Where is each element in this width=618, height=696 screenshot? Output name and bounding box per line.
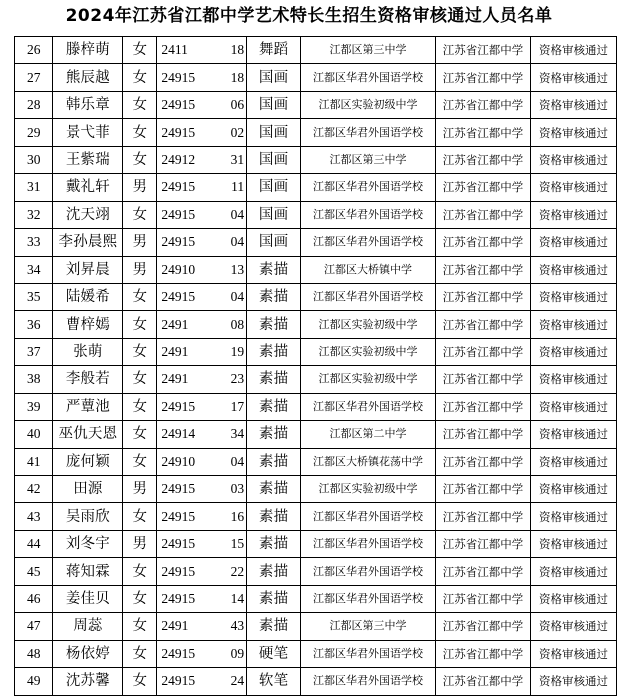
art-subject: 素描	[247, 366, 301, 393]
table-row	[15, 503, 617, 530]
middle-school: 江都区实验初级中学	[301, 338, 436, 365]
admitting-school: 江苏省江都中学	[436, 558, 531, 585]
review-result: 资格审核通过	[530, 201, 616, 228]
table-row	[15, 256, 617, 283]
admitting-school: 江苏省江都中学	[436, 530, 531, 557]
exam-id-head: 24915	[161, 398, 196, 414]
art-subject: 素描	[247, 585, 301, 612]
middle-school: 江都区华君外国语学校	[301, 558, 436, 585]
student-name: 陆媛希	[53, 283, 123, 310]
student-gender: 男	[123, 174, 157, 201]
student-gender: 女	[123, 558, 157, 585]
review-result: 资格审核通过	[530, 229, 616, 256]
exam-id	[157, 338, 247, 365]
exam-id	[157, 393, 247, 420]
exam-id-head: 24915	[161, 97, 196, 113]
table-row	[15, 201, 617, 228]
exam-id-head: 2411	[161, 42, 188, 58]
middle-school: 江都区第三中学	[301, 613, 436, 640]
art-subject: 素描	[247, 476, 301, 503]
art-subject: 素描	[247, 530, 301, 557]
exam-id-tail: 34	[230, 426, 245, 442]
middle-school: 江都区实验初级中学	[301, 311, 436, 338]
review-result: 资格审核通过	[530, 558, 616, 585]
art-subject: 素描	[247, 393, 301, 420]
exam-id	[157, 229, 247, 256]
exam-id-head: 24915	[161, 124, 196, 140]
exam-id	[157, 146, 247, 173]
student-gender: 女	[123, 613, 157, 640]
exam-id	[157, 448, 247, 475]
student-gender: 女	[123, 311, 157, 338]
review-result: 资格审核通过	[530, 640, 616, 667]
exam-id-head: 2491	[161, 316, 189, 332]
art-subject: 素描	[247, 613, 301, 640]
exam-id-head: 2491	[161, 618, 189, 634]
exam-id-tail: 31	[230, 151, 245, 167]
student-gender: 男	[123, 476, 157, 503]
art-subject: 素描	[247, 448, 301, 475]
admitting-school: 江苏省江都中学	[436, 640, 531, 667]
exam-id-head: 24915	[161, 645, 196, 661]
row-number: 35	[15, 283, 53, 310]
student-name: 杨依婷	[53, 640, 123, 667]
exam-id-tail: 19	[230, 344, 245, 360]
student-gender: 女	[123, 201, 157, 228]
art-subject: 国画	[247, 119, 301, 146]
admitting-school: 江苏省江都中学	[436, 448, 531, 475]
admitting-school: 江苏省江都中学	[436, 421, 531, 448]
review-result: 资格审核通过	[530, 64, 616, 91]
row-number: 40	[15, 421, 53, 448]
exam-id-head: 24915	[161, 206, 196, 222]
exam-id	[157, 119, 247, 146]
table-row	[15, 311, 617, 338]
exam-id-tail: 06	[230, 97, 245, 113]
table-row	[15, 530, 617, 557]
admitting-school: 江苏省江都中学	[436, 91, 531, 118]
review-result: 资格审核通过	[530, 366, 616, 393]
exam-id-head: 24910	[161, 453, 196, 469]
student-name: 李孙晨熙	[53, 229, 123, 256]
exam-id	[157, 37, 247, 64]
review-result: 资格审核通过	[530, 393, 616, 420]
middle-school: 江都区第三中学	[301, 146, 436, 173]
table-row	[15, 229, 617, 256]
review-result: 资格审核通过	[530, 448, 616, 475]
table-row	[15, 91, 617, 118]
student-name: 沈天翊	[53, 201, 123, 228]
student-gender: 女	[123, 338, 157, 365]
exam-id-tail: 17	[230, 398, 245, 414]
art-subject: 国画	[247, 201, 301, 228]
row-number: 45	[15, 558, 53, 585]
table-row	[15, 448, 617, 475]
exam-id-head: 2491	[161, 371, 189, 387]
student-name: 滕梓萌	[53, 37, 123, 64]
row-number: 39	[15, 393, 53, 420]
table-row	[15, 476, 617, 503]
table-row	[15, 668, 617, 695]
middle-school: 江都区华君外国语学校	[301, 393, 436, 420]
exam-id-tail: 09	[230, 645, 245, 661]
row-number: 30	[15, 146, 53, 173]
art-subject: 素描	[247, 503, 301, 530]
student-name: 姜佳贝	[53, 585, 123, 612]
exam-id-tail: 18	[230, 69, 245, 85]
middle-school: 江都区华君外国语学校	[301, 585, 436, 612]
row-number: 34	[15, 256, 53, 283]
exam-id-tail: 04	[230, 453, 245, 469]
admitting-school: 江苏省江都中学	[436, 119, 531, 146]
row-number: 38	[15, 366, 53, 393]
student-gender: 女	[123, 393, 157, 420]
table-row	[15, 119, 617, 146]
art-subject: 国画	[247, 229, 301, 256]
exam-id	[157, 201, 247, 228]
exam-id-head: 24915	[161, 508, 196, 524]
admitting-school: 江苏省江都中学	[436, 366, 531, 393]
exam-id-tail: 04	[230, 206, 245, 222]
art-subject: 素描	[247, 283, 301, 310]
student-gender: 女	[123, 448, 157, 475]
middle-school: 江都区华君外国语学校	[301, 201, 436, 228]
exam-id	[157, 256, 247, 283]
exam-id-head: 24915	[161, 673, 196, 689]
art-subject: 舞蹈	[247, 37, 301, 64]
row-number: 33	[15, 229, 53, 256]
student-gender: 女	[123, 503, 157, 530]
middle-school: 江都区华君外国语学校	[301, 283, 436, 310]
admitting-school: 江苏省江都中学	[436, 613, 531, 640]
student-name: 严蕈池	[53, 393, 123, 420]
exam-id-head: 24915	[161, 234, 196, 250]
row-number: 43	[15, 503, 53, 530]
student-name: 刘昇晨	[53, 256, 123, 283]
review-result: 资格审核通过	[530, 119, 616, 146]
art-subject: 素描	[247, 256, 301, 283]
row-number: 29	[15, 119, 53, 146]
row-number: 47	[15, 613, 53, 640]
art-subject: 素描	[247, 311, 301, 338]
exam-id-tail: 24	[230, 673, 245, 689]
exam-id-tail: 23	[230, 371, 245, 387]
exam-id	[157, 366, 247, 393]
exam-id-head: 24910	[161, 261, 196, 277]
row-number: 28	[15, 91, 53, 118]
student-name: 王紫瑞	[53, 146, 123, 173]
student-gender: 女	[123, 421, 157, 448]
table-row	[15, 146, 617, 173]
exam-id	[157, 558, 247, 585]
student-gender: 女	[123, 91, 157, 118]
exam-id-head: 24915	[161, 536, 196, 552]
admitting-school: 江苏省江都中学	[436, 229, 531, 256]
exam-id	[157, 613, 247, 640]
art-subject: 国画	[247, 64, 301, 91]
exam-id-head: 24914	[161, 426, 196, 442]
middle-school: 江都区华君外国语学校	[301, 668, 436, 695]
student-name: 李般若	[53, 366, 123, 393]
admitting-school: 江苏省江都中学	[436, 64, 531, 91]
middle-school: 江都区华君外国语学校	[301, 64, 436, 91]
admitting-school: 江苏省江都中学	[436, 174, 531, 201]
student-gender: 男	[123, 256, 157, 283]
review-result: 资格审核通过	[530, 338, 616, 365]
review-result: 资格审核通过	[530, 421, 616, 448]
table-row	[15, 366, 617, 393]
exam-id	[157, 476, 247, 503]
art-subject: 国画	[247, 91, 301, 118]
exam-id-tail: 15	[230, 536, 245, 552]
student-name: 田源	[53, 476, 123, 503]
middle-school: 江都区实验初级中学	[301, 91, 436, 118]
review-result: 资格审核通过	[530, 585, 616, 612]
table-row	[15, 393, 617, 420]
table-row	[15, 585, 617, 612]
exam-id-head: 24912	[161, 151, 196, 167]
exam-id-head: 2491	[161, 344, 189, 360]
exam-id	[157, 283, 247, 310]
row-number: 42	[15, 476, 53, 503]
middle-school: 江都区大桥镇中学	[301, 256, 436, 283]
student-name: 戴礼轩	[53, 174, 123, 201]
student-name: 吴雨欣	[53, 503, 123, 530]
exam-id	[157, 503, 247, 530]
student-gender: 女	[123, 366, 157, 393]
student-name: 刘冬宇	[53, 530, 123, 557]
exam-id	[157, 421, 247, 448]
row-number: 32	[15, 201, 53, 228]
exam-id	[157, 530, 247, 557]
admitting-school: 江苏省江都中学	[436, 585, 531, 612]
exam-id-tail: 11	[231, 179, 245, 195]
exam-id	[157, 174, 247, 201]
student-gender: 女	[123, 283, 157, 310]
review-result: 资格审核通过	[530, 668, 616, 695]
exam-id-tail: 14	[230, 590, 245, 606]
student-name: 韩乐章	[53, 91, 123, 118]
exam-id	[157, 64, 247, 91]
table-row	[15, 338, 617, 365]
table-row	[15, 640, 617, 667]
exam-id	[157, 91, 247, 118]
review-result: 资格审核通过	[530, 530, 616, 557]
row-number: 37	[15, 338, 53, 365]
review-result: 资格审核通过	[530, 174, 616, 201]
middle-school: 江都区第二中学	[301, 421, 436, 448]
row-number: 36	[15, 311, 53, 338]
roster-rows	[15, 37, 617, 695]
admitting-school: 江苏省江都中学	[436, 668, 531, 695]
student-name: 周蕊	[53, 613, 123, 640]
exam-id-head: 24915	[161, 590, 196, 606]
exam-id-head: 24915	[161, 289, 196, 305]
student-name: 曹梓嫣	[53, 311, 123, 338]
exam-id-tail: 16	[230, 508, 245, 524]
review-result: 资格审核通过	[530, 91, 616, 118]
student-gender: 男	[123, 530, 157, 557]
row-number: 48	[15, 640, 53, 667]
admitting-school: 江苏省江都中学	[436, 393, 531, 420]
middle-school: 江都区华君外国语学校	[301, 530, 436, 557]
exam-id-tail: 03	[230, 481, 245, 497]
student-gender: 男	[123, 229, 157, 256]
row-number: 26	[15, 37, 53, 64]
table-row	[15, 37, 617, 64]
exam-id-tail: 18	[230, 42, 245, 58]
middle-school: 江都区大桥镇花荡中学	[301, 448, 436, 475]
review-result: 资格审核通过	[530, 613, 616, 640]
art-subject: 素描	[247, 338, 301, 365]
middle-school: 江都区华君外国语学校	[301, 229, 436, 256]
exam-id-tail: 43	[230, 618, 245, 634]
admitting-school: 江苏省江都中学	[436, 476, 531, 503]
roster-table	[15, 37, 617, 696]
middle-school: 江都区实验初级中学	[301, 476, 436, 503]
exam-id-head: 24915	[161, 563, 196, 579]
student-name: 熊辰越	[53, 64, 123, 91]
review-result: 资格审核通过	[530, 503, 616, 530]
art-subject: 国画	[247, 174, 301, 201]
student-gender: 女	[123, 640, 157, 667]
table-row	[15, 421, 617, 448]
exam-id-head: 24915	[161, 69, 196, 85]
exam-id	[157, 311, 247, 338]
row-number: 31	[15, 174, 53, 201]
table-row	[15, 174, 617, 201]
exam-id-tail: 04	[230, 234, 245, 250]
exam-id-tail: 02	[230, 124, 245, 140]
admitting-school: 江苏省江都中学	[436, 338, 531, 365]
table-row	[15, 283, 617, 310]
student-name: 沈苏馨	[53, 668, 123, 695]
admitting-school: 江苏省江都中学	[436, 37, 531, 64]
middle-school: 江都区华君外国语学校	[301, 174, 436, 201]
middle-school: 江都区华君外国语学校	[301, 503, 436, 530]
exam-id	[157, 668, 247, 695]
exam-id-tail: 22	[230, 563, 245, 579]
student-name: 庞何颖	[53, 448, 123, 475]
row-number: 27	[15, 64, 53, 91]
student-name: 张萌	[53, 338, 123, 365]
exam-id-head: 24915	[161, 179, 196, 195]
student-gender: 女	[123, 668, 157, 695]
middle-school: 江都区华君外国语学校	[301, 640, 436, 667]
student-gender: 女	[123, 64, 157, 91]
table-row	[15, 613, 617, 640]
student-gender: 女	[123, 146, 157, 173]
admitting-school: 江苏省江都中学	[436, 256, 531, 283]
student-name: 巫仇天恩	[53, 421, 123, 448]
exam-id-head: 24915	[161, 481, 196, 497]
middle-school: 江都区第三中学	[301, 37, 436, 64]
review-result: 资格审核通过	[530, 37, 616, 64]
exam-id	[157, 585, 247, 612]
table-row	[15, 64, 617, 91]
student-name: 蒋知霖	[53, 558, 123, 585]
student-gender: 女	[123, 37, 157, 64]
student-name: 景弋菲	[53, 119, 123, 146]
art-subject: 硬笔	[247, 640, 301, 667]
row-number: 46	[15, 585, 53, 612]
admitting-school: 江苏省江都中学	[436, 503, 531, 530]
exam-id-tail: 04	[230, 289, 245, 305]
art-subject: 素描	[247, 421, 301, 448]
middle-school: 江都区华君外国语学校	[301, 119, 436, 146]
row-number: 49	[15, 668, 53, 695]
exam-id-tail: 13	[230, 261, 245, 277]
row-number: 44	[15, 530, 53, 557]
exam-id-tail: 08	[230, 316, 245, 332]
exam-id	[157, 640, 247, 667]
art-subject: 软笔	[247, 668, 301, 695]
review-result: 资格审核通过	[530, 146, 616, 173]
admitting-school: 江苏省江都中学	[436, 201, 531, 228]
admitting-school: 江苏省江都中学	[436, 311, 531, 338]
student-gender: 女	[123, 585, 157, 612]
table-row	[15, 558, 617, 585]
review-result: 资格审核通过	[530, 311, 616, 338]
admitting-school: 江苏省江都中学	[436, 146, 531, 173]
review-result: 资格审核通过	[530, 476, 616, 503]
art-subject: 素描	[247, 558, 301, 585]
review-result: 资格审核通过	[530, 283, 616, 310]
student-gender: 女	[123, 119, 157, 146]
middle-school: 江都区实验初级中学	[301, 366, 436, 393]
review-result: 资格审核通过	[530, 256, 616, 283]
roster-table-container	[14, 36, 617, 696]
row-number: 41	[15, 448, 53, 475]
admitting-school: 江苏省江都中学	[436, 283, 531, 310]
page-title: 2024年江苏省江都中学艺术特长生招生资格审核通过人员名单	[65, 6, 553, 26]
art-subject: 国画	[247, 146, 301, 173]
